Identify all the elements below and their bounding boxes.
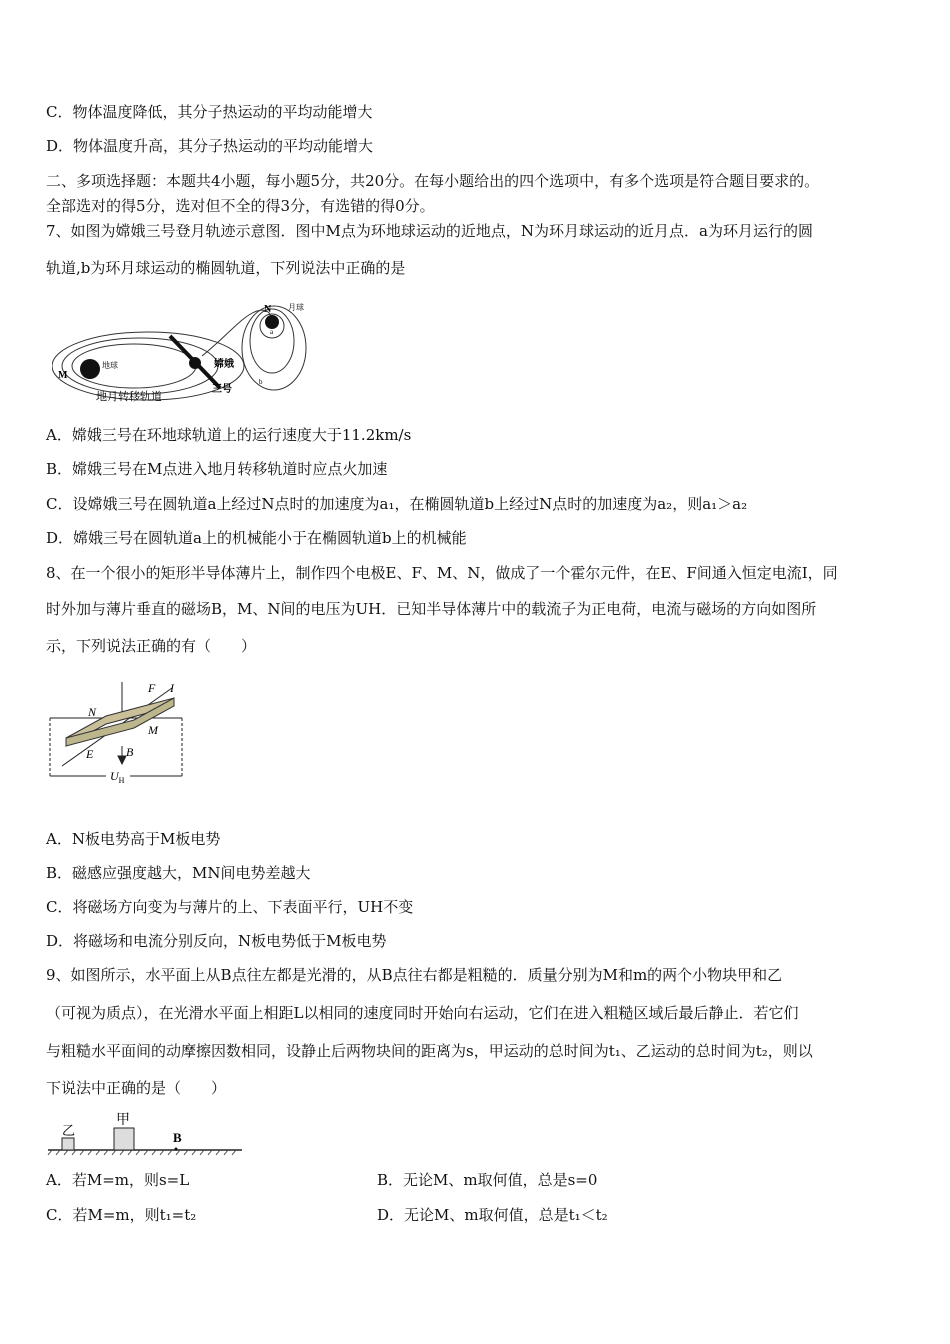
q7-label-moon: 月球 (288, 303, 304, 312)
q8-option-d: D．将磁场和电流分别反向，N板电势低于M板电势 (46, 932, 387, 950)
q9-option-b: B．无论M、m取何值，总是s=0 (377, 1171, 598, 1189)
moon-icon (265, 315, 279, 329)
q7-stem-line1: 7、如图为嫦娥三号登月轨迹示意图．图中M点为环地球运动的近地点，N为环月球运动的近月点．a为环月运行的圆 (46, 222, 813, 240)
q8-label-N: N (88, 705, 97, 719)
q8-stem-line1: 8、在一个很小的矩形半导体薄片上，制作四个电极E、F、M、N，做成了一个霍尔元件，在E、F间通入恒定电流I，同 (46, 564, 838, 582)
q8-label-I: I (170, 681, 174, 695)
q9-label-jia: 甲 (116, 1113, 130, 1128)
q9-blocks-diagram (46, 1108, 246, 1158)
q9-stem-line3: 与粗糙水平面间的动摩擦因数相同，设静止后两物块间的距离为s，甲运动的总时间为t₁、乙运动的总时间为t₂，则以 (46, 1042, 813, 1060)
q8-stem-line2: 时外加与薄片垂直的磁场B，M、N间的电压为UH．已知半导体薄片中的载流子为正电荷，电流与磁场的方向如图所 (46, 600, 817, 618)
q7-label-M: M (58, 370, 68, 381)
q8-label-U-main: U (110, 769, 119, 783)
q8-option-b: B．磁感应强度越大，MN间电势差越大 (46, 864, 311, 882)
q9-option-c: C．若M=m，则t₁=t₂ (46, 1206, 197, 1224)
q8-label-B: B (126, 745, 134, 759)
q8-option-a: A．N板电势高于M板电势 (46, 830, 221, 848)
earth-icon (80, 359, 100, 379)
q9-label-B: B (173, 1130, 182, 1145)
section2-instructions-line1: 二、多项选择题：本题共4小题，每小题5分，共20分。在每小题给出的四个选项中，有多个选项是符合题目要求的。 (46, 172, 820, 190)
q8-hall-diagram (46, 676, 192, 788)
q9-label-yi: 乙 (62, 1123, 76, 1138)
q9-option-a: A．若M=m，则s=L (46, 1171, 190, 1189)
q7-option-b: B．嫦娥三号在M点进入地月转移轨道时应点火加速 (46, 460, 388, 478)
q7-orbit-diagram (52, 296, 322, 408)
section2-instructions-line2: 全部选对的得5分，选对但不全的得3分，有选错的得0分。 (46, 197, 435, 215)
block-yi (62, 1138, 74, 1150)
q9-stem-line1: 9、如图所示，水平面上从B点往左都是光滑的，从B点往右都是粗糙的．质量分别为M和m的两个小物块甲和乙 (46, 966, 783, 984)
q8-label-U-sub: H (118, 776, 125, 785)
q9-option-d: D．无论M、m取何值，总是t₁＜t₂ (377, 1206, 608, 1224)
q7-caption: 地月转移轨道 (96, 391, 162, 403)
q7-label-b: b (259, 378, 263, 386)
q7-option-c: C．设嫦娥三号在圆轨道a上经过N点时的加速度为a₁，在椭圆轨道b上经过N点时的加速度为a₂，则a₁＞a₂ (46, 495, 748, 513)
spacecraft-icon (189, 357, 201, 369)
q7-stem-line2: 轨道,b为环月球运动的椭圆轨道，下列说法中正确的是 (46, 259, 406, 277)
q8-label-F: F (148, 681, 156, 695)
q9-stem-line2: （可视为质点），在光滑水平面上相距L以相同的速度同时开始向右运动，它们在进入粗糙区域后最后静止．若它们 (46, 1004, 799, 1022)
q7-option-a: A．嫦娥三号在环地球轨道上的运行速度大于11.2km/s (46, 426, 412, 444)
block-jia (114, 1128, 134, 1150)
q7-label-N: N (264, 304, 272, 315)
q8-option-c: C．将磁场方向变为与薄片的上、下表面平行，UH不变 (46, 898, 414, 916)
point-B (175, 1148, 178, 1151)
q8-label-E: E (86, 747, 94, 761)
q7-label-a: a (270, 328, 274, 336)
q6-option-d: D．物体温度升高，其分子热运动的平均动能增大 (46, 137, 374, 155)
q9-stem-line4: 下说法中正确的是（ ） (46, 1079, 227, 1097)
q6-option-c: C．物体温度降低，其分子热运动的平均动能增大 (46, 103, 373, 121)
q7-label-three: 三号 (212, 384, 232, 395)
q7-label-change: 嫦娥 (214, 359, 234, 370)
q8-label-U (110, 769, 125, 785)
q8-label-M: M (148, 723, 158, 737)
q7-label-earth: 地球 (102, 361, 118, 370)
q7-option-d: D．嫦娥三号在圆轨道a上的机械能小于在椭圆轨道b上的机械能 (46, 529, 467, 547)
q8-stem-line3: 示，下列说法正确的有（ ） (46, 637, 257, 655)
